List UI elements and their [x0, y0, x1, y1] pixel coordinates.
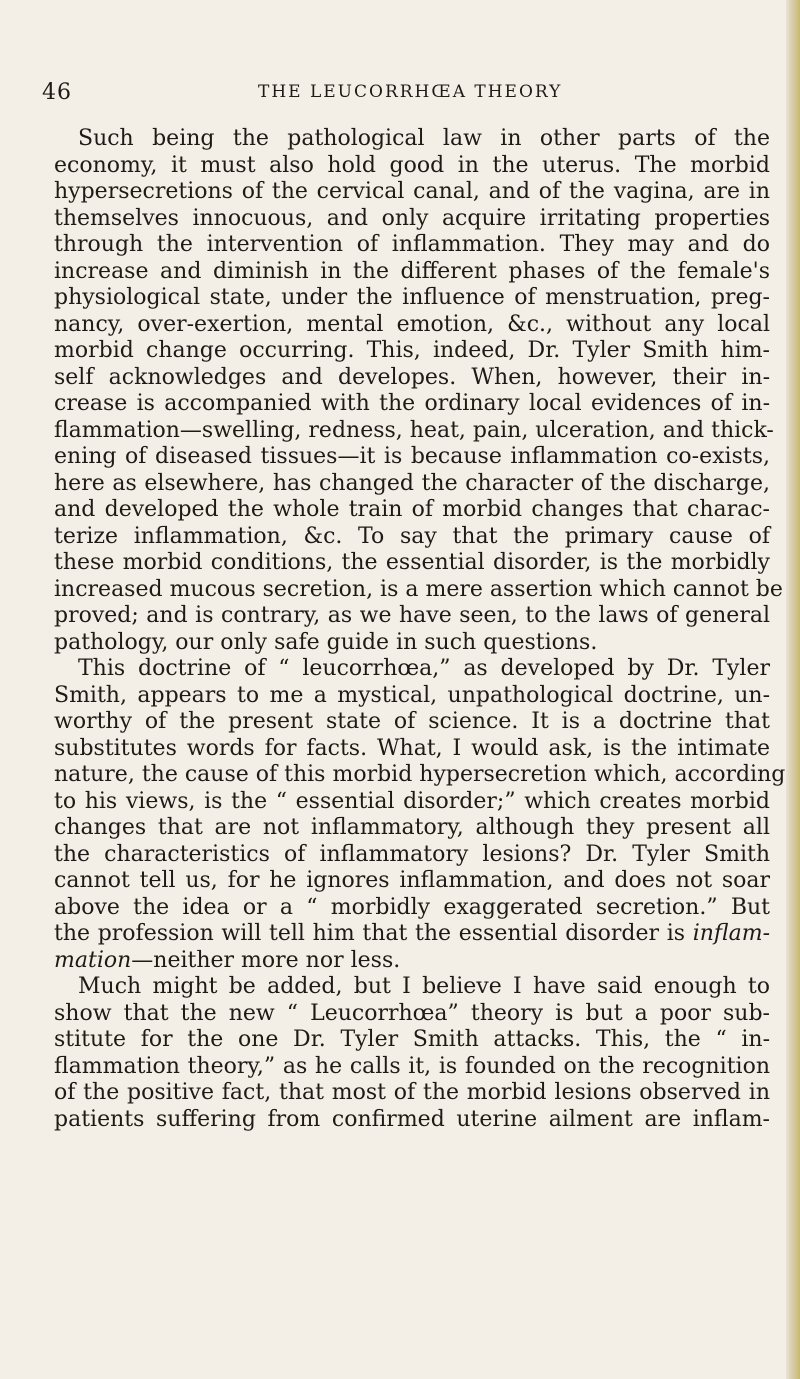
- text-line: crease is accompanied with the ordinary local evidences of in-: [54, 391, 770, 416]
- text-line: worthy of the present state of science. It is a doctrine that: [54, 709, 770, 734]
- running-title: THE LEUCORRHŒA THEORY: [258, 82, 563, 102]
- text-line: of the positive fact, that most of the morbid lesions observed in: [54, 1080, 770, 1105]
- text-fragment: the profession will tell him that the essential disorder is: [54, 921, 686, 946]
- text-line: increase and diminish in the different phases of the female's: [54, 258, 770, 284]
- text-line: the characteristics of inflammatory lesions? Dr. Tyler Smith: [54, 841, 770, 867]
- text-fragment: —neither more nor less.: [131, 947, 401, 973]
- text-line: pathology, our only safe guide in such questions.: [54, 629, 598, 655]
- running-head: [42, 80, 762, 108]
- italic-word: mation: [54, 947, 132, 973]
- body-text: [54, 126, 786, 1133]
- text-line: ening of diseased tissues—it is because inflammation co-exists,: [54, 444, 770, 469]
- text-line: changes that are not inflammatory, although they present all: [54, 815, 770, 840]
- text-line: nature, the cause of this morbid hypersecretion which, according: [54, 762, 786, 787]
- text-line: This doctrine of “ leucorrhœa,” as developed by Dr. Tyler: [78, 656, 770, 681]
- text-line: patients suffering from confirmed uterine ailment are inflam-: [54, 1106, 770, 1132]
- text-line: nancy, over-exertion, mental emotion, &c., without any local: [54, 311, 770, 337]
- text-line: terize inflammation, &c. To say that the primary cause of: [54, 523, 770, 549]
- text-line: these morbid conditions, the essential disorder, is the morbidly: [54, 550, 770, 575]
- text-line: Smith, appears to me a mystical, unpathological doctrine, un-: [54, 682, 770, 708]
- text-line: self acknowledges and developes. When, however, their in-: [54, 364, 770, 390]
- italic-word: inflam-: [692, 921, 771, 946]
- text-line: flammation—swelling, redness, heat, pain, ulceration, and thick-: [54, 417, 774, 443]
- text-line: to his views, is the “ essential disorder;” which creates morbid: [54, 788, 770, 814]
- text-line-with-italic: [54, 948, 770, 975]
- text-line: proved; and is contrary, as we have seen, to the laws of general: [54, 603, 770, 628]
- text-line: flammation theory,” as he calls it, is founded on the recognition: [54, 1053, 770, 1079]
- text-line: substitutes words for facts. What, I would ask, is the intimate: [54, 735, 770, 761]
- text-line: economy, it must also hold good in the uterus. The morbid: [54, 152, 770, 178]
- text-line: above the idea or a “ morbidly exaggerated secretion.” But: [54, 894, 770, 920]
- page-number: 46: [42, 80, 72, 105]
- text-line: increased mucous secretion, is a mere assertion which cannot be: [54, 576, 783, 602]
- text-line: physiological state, under the influence of menstruation, preg-: [54, 285, 770, 310]
- text-line: Much might be added, but I believe I have said enough to: [78, 974, 770, 999]
- text-line: morbid change occurring. This, indeed, Dr. Tyler Smith him-: [54, 338, 770, 363]
- page-edge: [786, 0, 800, 1379]
- text-line-with-italic: [54, 921, 770, 948]
- text-line: and developed the whole train of morbid changes that charac-: [54, 497, 770, 522]
- text-line: stitute for the one Dr. Tyler Smith attacks. This, the “ in-: [54, 1027, 770, 1052]
- text-line: here as elsewhere, has changed the character of the discharge,: [54, 470, 770, 496]
- text-line: themselves innocuous, and only acquire irritating properties: [54, 205, 770, 231]
- text-line: cannot tell us, for he ignores inflammation, and does not soar: [54, 868, 770, 893]
- text-line: Such being the pathological law in other parts of the: [78, 126, 770, 151]
- text-line: hypersecretions of the cervical canal, and of the vagina, are in: [54, 179, 770, 204]
- text-line: show that the new “ Leucorrhœa” theory is but a poor sub-: [54, 1000, 770, 1026]
- text-line: through the intervention of inflammation. They may and do: [54, 232, 770, 257]
